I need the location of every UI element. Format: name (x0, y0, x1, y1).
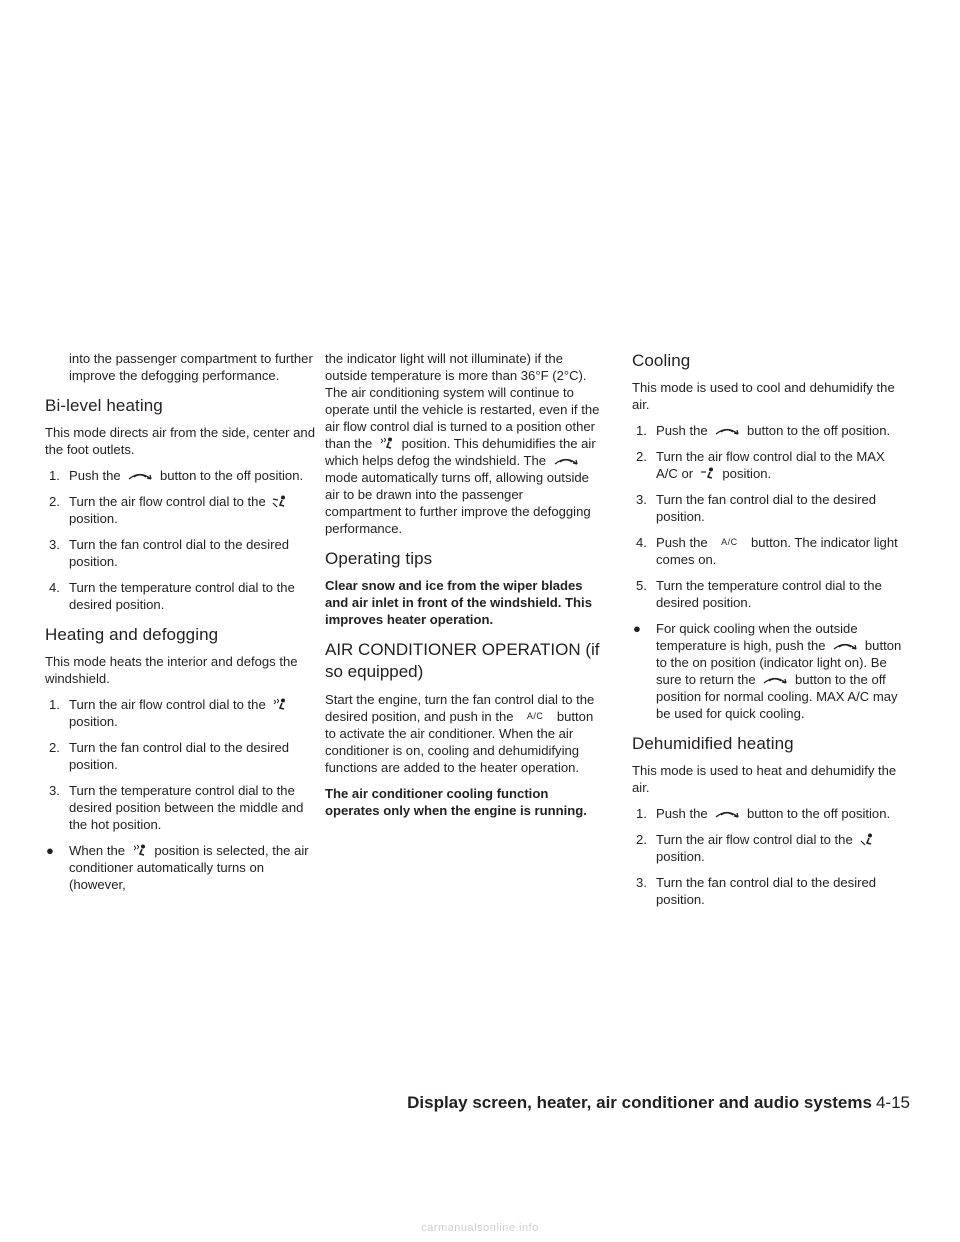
recirculation-icon (552, 454, 580, 468)
recirculation-icon (126, 469, 154, 483)
heading-operating-tips: Operating tips (325, 549, 433, 568)
column-right (632, 350, 908, 917)
heatdefog-step-1 (45, 696, 321, 730)
paragraph-text: the indicator light will not illuminate) if the outside temperature is more than 36°F (2°C). The air conditioning system will continue to operate until the vehicle is restarted, even if the air flow control dial is turned to a position other than the (325, 351, 600, 451)
heatdefog-step-3 (45, 782, 321, 833)
step-number: 1. (49, 468, 60, 483)
dehum-step-2 (632, 831, 908, 865)
step-number: 5. (636, 578, 647, 593)
note-text: button to the on position (indicator light on). Be sure to return the (656, 638, 902, 687)
step-text: button. The indicator light comes on. (656, 535, 898, 567)
page-footer (0, 1093, 910, 1113)
step-text: Turn the fan control dial to the desired position. (69, 537, 290, 569)
step-text: Turn the temperature control dial to the desired position. (656, 578, 882, 610)
step-text: Turn the temperature control dial to the desired position. (69, 580, 295, 612)
paragraph-text: mode automatically turns off, allowing outside air to be drawn into the passenger compartment to further improve the defogging performance. (325, 470, 591, 536)
paragraph-text: button to activate the air conditioner. When the air conditioner is on, cooling and dehumidifying functions are added to the heater operation. (325, 709, 594, 775)
continued-text: into the passenger compartment to further improve the defogging performance. (69, 351, 313, 383)
bilevel-step-1 (45, 467, 321, 484)
ac-button-label: A/C (721, 537, 738, 547)
step-text: Turn the air flow control dial to the (656, 832, 853, 847)
step-number: 2. (49, 740, 60, 755)
step-number: 4. (49, 580, 60, 595)
paragraph-text: position. This dehumidifies the air which helps defog the windshield. The (325, 436, 596, 468)
recirculation-icon (761, 673, 789, 687)
heading-cooling: Cooling (632, 351, 691, 370)
bullet-dot: ● (46, 843, 54, 858)
step-text: position. (69, 511, 118, 526)
page-number: 4-15 (875, 1093, 910, 1112)
recirculation-icon (713, 807, 741, 821)
vent-mode-icon (699, 467, 717, 481)
heatdefog-step-2 (45, 739, 321, 773)
watermark: carmanualsonline.info (421, 1222, 539, 1234)
step-number: 1. (49, 697, 60, 712)
step-text: button to the off position. (159, 468, 304, 483)
step-number: 3. (49, 783, 60, 798)
column-left (45, 350, 321, 902)
paragraph-text: Start the engine, turn the fan control dial to the desired position, and push in the (325, 692, 595, 724)
note-text: button to the off position for normal cooling. MAX A/C may be used for quick cooling. (656, 672, 898, 721)
ac-operation-note: The air conditioner cooling function operates only when the engine is running. (325, 786, 587, 818)
step-text: Turn the air flow control dial to the MAX A/C or (656, 449, 885, 481)
cooling-step-5 (632, 577, 908, 611)
step-number: 4. (636, 535, 647, 550)
step-text: Turn the fan control dial to the desired position. (656, 492, 877, 524)
heatdefog-description: This mode heats the interior and defogs the windshield. (45, 654, 298, 686)
footer-section-title: Display screen, heater, air conditioner and audio systems (407, 1093, 872, 1112)
step-text: position. (722, 466, 772, 481)
defrost-floor-mode-icon (131, 844, 149, 858)
note-text: When the (69, 843, 126, 858)
heading-ac-operation: AIR CONDITIONER OPERATION (if so equipped) (325, 640, 600, 681)
cooling-step-3 (632, 491, 908, 525)
step-number: 2. (636, 449, 647, 464)
step-text: button to the off position. (746, 423, 891, 438)
heading-heating-defogging: Heating and defogging (45, 625, 219, 644)
note-text: position is selected, the air conditioner automatically turns on (however, (69, 843, 309, 892)
ac-button-label: A/C (526, 711, 544, 721)
operating-tips-text: Clear snow and ice from the wiper blades and air inlet in front of the windshield. This improves heater operation. (325, 578, 592, 627)
step-number: 3. (636, 492, 647, 507)
floor-mode-icon (858, 833, 876, 847)
step-number: 1. (636, 423, 647, 438)
step-text: Turn the fan control dial to the desired position. (656, 875, 877, 907)
continued-paragraph (325, 350, 601, 537)
step-text: button to the off position. (746, 806, 891, 821)
cooling-note (632, 620, 908, 722)
step-text: Turn the air flow control dial to the (69, 494, 266, 509)
cooling-step-4 (632, 534, 908, 568)
dehum-description: This mode is used to heat and dehumidify the air. (632, 763, 897, 795)
bilevel-step-2 (45, 493, 321, 527)
column-middle (325, 350, 601, 828)
step-text: Push the (656, 535, 708, 550)
step-text: position. (69, 714, 118, 729)
heading-dehumidified-heating: Dehumidified heating (632, 734, 794, 753)
defrost-floor-mode-icon (378, 437, 396, 451)
step-text: Push the (656, 423, 708, 438)
step-number: 1. (636, 806, 647, 821)
note-text: For quick cooling when the outside temperature is high, push the (656, 621, 858, 653)
step-text: Turn the temperature control dial to the desired position between the middle and the hot position. (69, 783, 304, 832)
cooling-description: This mode is used to cool and dehumidify the air. (632, 380, 895, 412)
step-text: Push the (656, 806, 708, 821)
dehum-step-3 (632, 874, 908, 908)
step-text: Push the (69, 468, 121, 483)
step-number: 3. (49, 537, 60, 552)
step-text: Turn the fan control dial to the desired position. (69, 740, 290, 772)
step-text: position. (656, 849, 705, 864)
bilevel-mode-icon (271, 495, 289, 509)
step-number: 2. (49, 494, 60, 509)
heatdefog-note (45, 842, 321, 893)
step-number: 3. (636, 875, 647, 890)
bilevel-step-3 (45, 536, 321, 570)
bullet-dot: ● (633, 621, 641, 636)
step-number: 2. (636, 832, 647, 847)
step-text: Turn the air flow control dial to the (69, 697, 266, 712)
recirculation-icon (831, 639, 859, 653)
bilevel-description: This mode directs air from the side, center and the foot outlets. (45, 425, 315, 457)
heading-bilevel-heating: Bi-level heating (45, 396, 163, 415)
ac-operation-paragraph (325, 691, 601, 776)
bilevel-step-4 (45, 579, 321, 613)
dehum-step-1 (632, 805, 908, 822)
cooling-step-2 (632, 448, 908, 482)
cooling-step-1 (632, 422, 908, 439)
defrost-floor-mode-icon (271, 698, 289, 712)
recirculation-icon (713, 424, 741, 438)
